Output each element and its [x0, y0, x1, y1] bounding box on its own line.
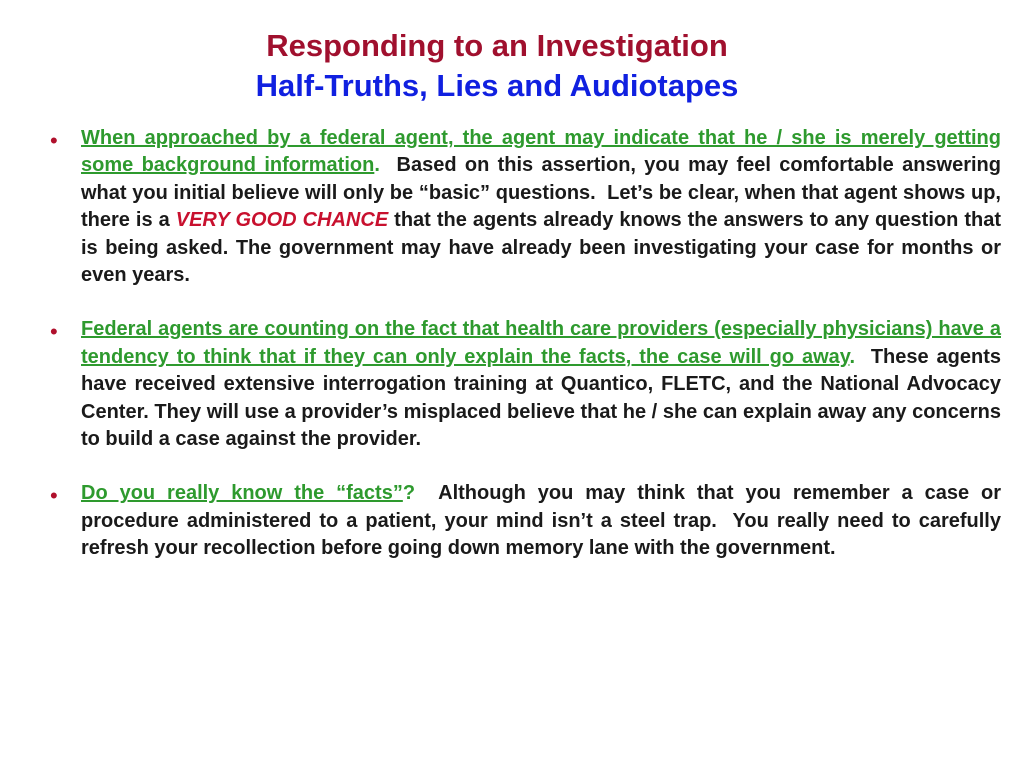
bullet-body-before: Based on this assertion, you may feel comfortable answering what you initial believe will only be “basic” questions. Let’s be clear, when that agent shows up, there is a — [81, 154, 1007, 232]
bullet-text — [81, 316, 1007, 453]
bullet-body: Although you may think that you remember a case or procedure administered to a patient, your mind isn’t a steel trap. You really need to carefully refresh your recollection before going down memory lane with the government. — [81, 482, 1007, 560]
bullet-text — [81, 480, 1007, 562]
bullet-dot-icon: • — [50, 128, 58, 153]
bullet-emphasis: VERY GOOD CHANCE — [175, 209, 389, 232]
bullet-item — [0, 480, 1024, 562]
bullet-lead-punct: ? — [402, 482, 416, 505]
bullet-item — [0, 316, 1024, 453]
bullet-lead: Federal agents are counting on the fact that health care providers (especially physicians) have a tendency to think that if they can only explain the facts, the case will go away — [81, 318, 1001, 368]
bullet-lead-punct: . — [374, 154, 380, 177]
bullet-lead: Do you really know the “facts” — [81, 482, 403, 505]
bullet-text — [81, 125, 1007, 289]
title-main: Responding to an Investigation — [266, 28, 728, 63]
bullet-lead: When approached by a federal agent, the agent may indicate that he / she is merely getting some background information — [81, 127, 1001, 177]
bullet-list — [0, 125, 1024, 590]
bullet-dot-icon: • — [50, 319, 58, 345]
bullet-body-after: that the agents already knows the answers to any question that is being asked. The government may have already been investigating your case for months or even years. — [81, 209, 1001, 287]
bullet-lead-punct: . — [849, 345, 855, 368]
title-subtitle: Half-Truths, Lies and Audiotapes — [255, 68, 739, 103]
bullet-body: These agents have received extensive interrogation training at Quantico, FLETC, and the National Advocacy Center. They will use a provider’s misplaced believe that he / she can explain away any concerns to build a case against the provider. — [81, 345, 1007, 451]
bullet-item — [0, 125, 1024, 289]
slide-title — [0, 26, 994, 106]
bullet-dot-icon: • — [50, 483, 58, 509]
